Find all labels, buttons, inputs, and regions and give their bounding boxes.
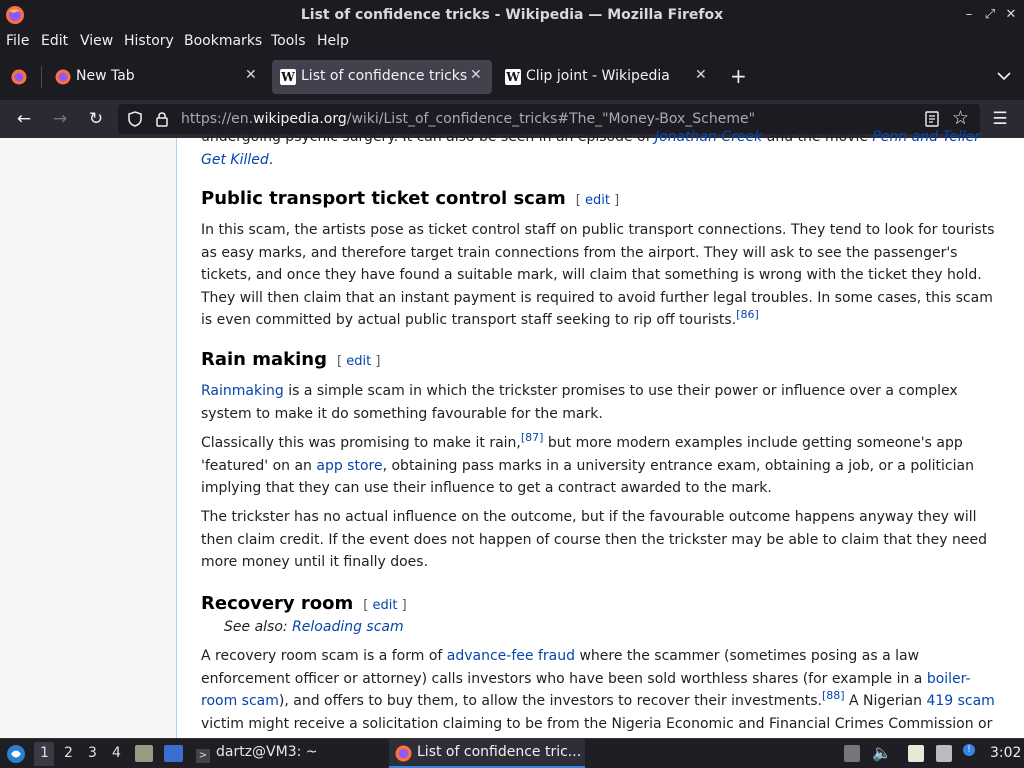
menu-bookmarks[interactable]: Bookmarks	[184, 33, 263, 49]
maximize-button[interactable]: ⤢	[984, 7, 996, 22]
link-419-scam[interactable]: 419 scam	[926, 693, 995, 709]
clipboard-icon[interactable]	[908, 745, 924, 762]
see-also-note: See also: Reloading scam	[224, 619, 404, 635]
section-heading-ticket-control: Public transport ticket control scam [ edit ]	[201, 188, 620, 209]
paragraph: Rainmaking is a simple scam in which the trickster promises to use their power or influence over a complex system to make it do something favourable for the mark.	[201, 383, 958, 422]
reader-view-icon[interactable]	[925, 111, 939, 127]
link-rainmaking[interactable]: Rainmaking	[201, 383, 284, 399]
menu-help[interactable]: Help	[317, 33, 349, 49]
paragraph: The trickster has no actual influence on the outcome, but if the favourable outcome happens anyway they will then claim credit. If the event does not happen of course then the trickster may be able to claim that they need more money until it finally does.	[201, 509, 987, 570]
network-icon[interactable]	[936, 745, 952, 762]
clock: 3:02	[990, 745, 1022, 761]
battery-icon[interactable]	[844, 745, 860, 762]
reload-icon[interactable]: ↻	[88, 109, 104, 129]
show-desktop-icon[interactable]	[164, 745, 183, 762]
menu-bar	[0, 30, 1024, 54]
wikipedia-sidebar	[0, 138, 177, 738]
close-tab-icon[interactable]: ✕	[695, 67, 707, 83]
firefox-view-icon[interactable]	[11, 69, 27, 85]
window-title: List of confidence tricks - Wikipedia — Mozilla Firefox	[300, 7, 724, 23]
paragraph: In this scam, the artists pose as ticket control staff on public transport connections. They tend to look for tourists as easy marks, and therefore target train connections from the airport. They will ask to see the passenger's tickets, and once they have found a suitable mark, will claim that something is wrong with the ticket they hold. They will then claim that an instant payment is required to avoid further legal troubles. In some cases, this scam is even committed by actual public transport staff seeking to rip off tourists.[86]	[201, 222, 995, 328]
paragraph: Classically this was promising to make it rain,[87] but more modern examples include getting someone's app 'featured' on an app store, obtaining pass marks in a university entrance exam, obtaining a job, or a politician implying that they can use their influence to get a contract awarded to the mark.	[201, 431, 974, 496]
tab-strip	[0, 54, 1024, 100]
firefox-favicon-icon	[55, 69, 71, 85]
tab-clip-joint[interactable]	[497, 60, 717, 94]
forward-arrow-icon[interactable]: →	[52, 109, 68, 129]
tab-label: Clip joint - Wikipedia	[526, 68, 670, 84]
tab-label: List of confidence tricks	[301, 68, 468, 84]
workspace-2[interactable]: 2	[64, 745, 73, 761]
workspace-4[interactable]: 4	[112, 745, 121, 761]
web-page	[0, 129, 1024, 738]
link-get-killed[interactable]: Get Killed	[201, 151, 269, 168]
notification-icon[interactable]: !	[963, 744, 975, 756]
firefox-task-icon	[395, 745, 412, 762]
menu-view[interactable]: View	[80, 33, 114, 49]
edit-section-link[interactable]: [ edit ]	[575, 193, 620, 208]
tab-new-tab[interactable]	[47, 60, 267, 94]
paragraph: A recovery room scam is a form of advance-fee fraud where the scammer (sometimes posing as a law enforcement officer or attorney) calls investors who have been sold worthless shares (for example in a boiler-room scam), and offers to buy them, to allow the investors to recover their investments.[88] A Nigerian 419 scam victim might receive a solicitation claiming to be from the Nigeria Economic and Financial Crimes Commission or	[201, 648, 995, 732]
menu-tools[interactable]: Tools	[271, 33, 306, 49]
file-manager-icon[interactable]	[135, 745, 153, 762]
workspace-1[interactable]: 1	[40, 745, 49, 761]
tab-divider	[41, 66, 42, 88]
lock-icon[interactable]	[155, 111, 169, 127]
ref-88-link[interactable]: [88]	[821, 689, 845, 702]
window-titlebar	[0, 0, 1024, 30]
url-text[interactable]: https://en.wikipedia.org/wiki/List_of_confidence_tricks#The_"Money-Box_Scheme"	[181, 111, 756, 127]
bookmark-star-icon[interactable]: ☆	[952, 107, 970, 129]
terminal-icon: >	[196, 749, 210, 763]
minimize-button[interactable]: –	[965, 7, 973, 22]
link-reloading-scam[interactable]: Reloading scam	[292, 619, 404, 635]
taskbar-firefox[interactable]	[389, 739, 585, 768]
list-all-tabs-chevron-icon[interactable]	[996, 70, 1012, 82]
link-boiler-room-scam[interactable]: boiler-room scam	[201, 670, 971, 709]
back-arrow-icon[interactable]: ←	[16, 109, 32, 129]
close-window-button[interactable]: ✕	[1005, 7, 1017, 22]
volume-icon[interactable]: 🔈	[872, 743, 892, 762]
link-app-store[interactable]: app store	[316, 457, 383, 474]
taskbar-firefox-label: List of confidence tric...	[417, 744, 582, 760]
tab-list-of-confidence-tricks[interactable]	[272, 60, 492, 94]
menu-edit[interactable]: Edit	[41, 33, 69, 49]
wikipedia-favicon-icon: W	[506, 70, 520, 84]
start-menu-icon[interactable]	[6, 744, 26, 764]
ref-87-link[interactable]: [87]	[520, 431, 544, 444]
hamburger-menu-icon[interactable]: ☰	[992, 109, 1008, 129]
intro-paragraph-tail: undergoing psychic surgery. It can also be seen in an episode of Jonathan Creek and the movie Penn and Teller Get Killed.	[201, 129, 981, 168]
tracking-shield-icon[interactable]	[127, 111, 143, 127]
new-tab-plus-icon[interactable]: +	[730, 64, 747, 88]
close-tab-icon[interactable]: ✕	[470, 67, 482, 83]
edit-section-link[interactable]: [ edit ]	[363, 598, 407, 613]
menu-history[interactable]: History	[124, 33, 174, 49]
link-advance-fee-fraud[interactable]: advance-fee fraud	[446, 648, 575, 664]
close-tab-icon[interactable]: ✕	[245, 67, 257, 83]
taskbar-terminal[interactable]: > dartz@VM3: ~	[196, 744, 318, 763]
menu-file[interactable]: File	[6, 33, 30, 49]
section-heading-recovery-room: Recovery room [ edit ]	[201, 593, 407, 614]
ref-86-link[interactable]: [86]	[736, 308, 759, 321]
edit-section-link[interactable]: [ edit ]	[337, 354, 381, 369]
link-jonathan-creek[interactable]: Jonathan Creek	[655, 129, 763, 145]
wikipedia-favicon-icon: W	[281, 70, 295, 84]
workspace-3[interactable]: 3	[88, 745, 97, 761]
section-heading-rain-making: Rain making [ edit ]	[201, 349, 381, 370]
taskbar	[0, 738, 1024, 768]
tab-label: New Tab	[76, 68, 135, 84]
link-penn-and-teller[interactable]: Penn and Teller	[872, 129, 981, 145]
